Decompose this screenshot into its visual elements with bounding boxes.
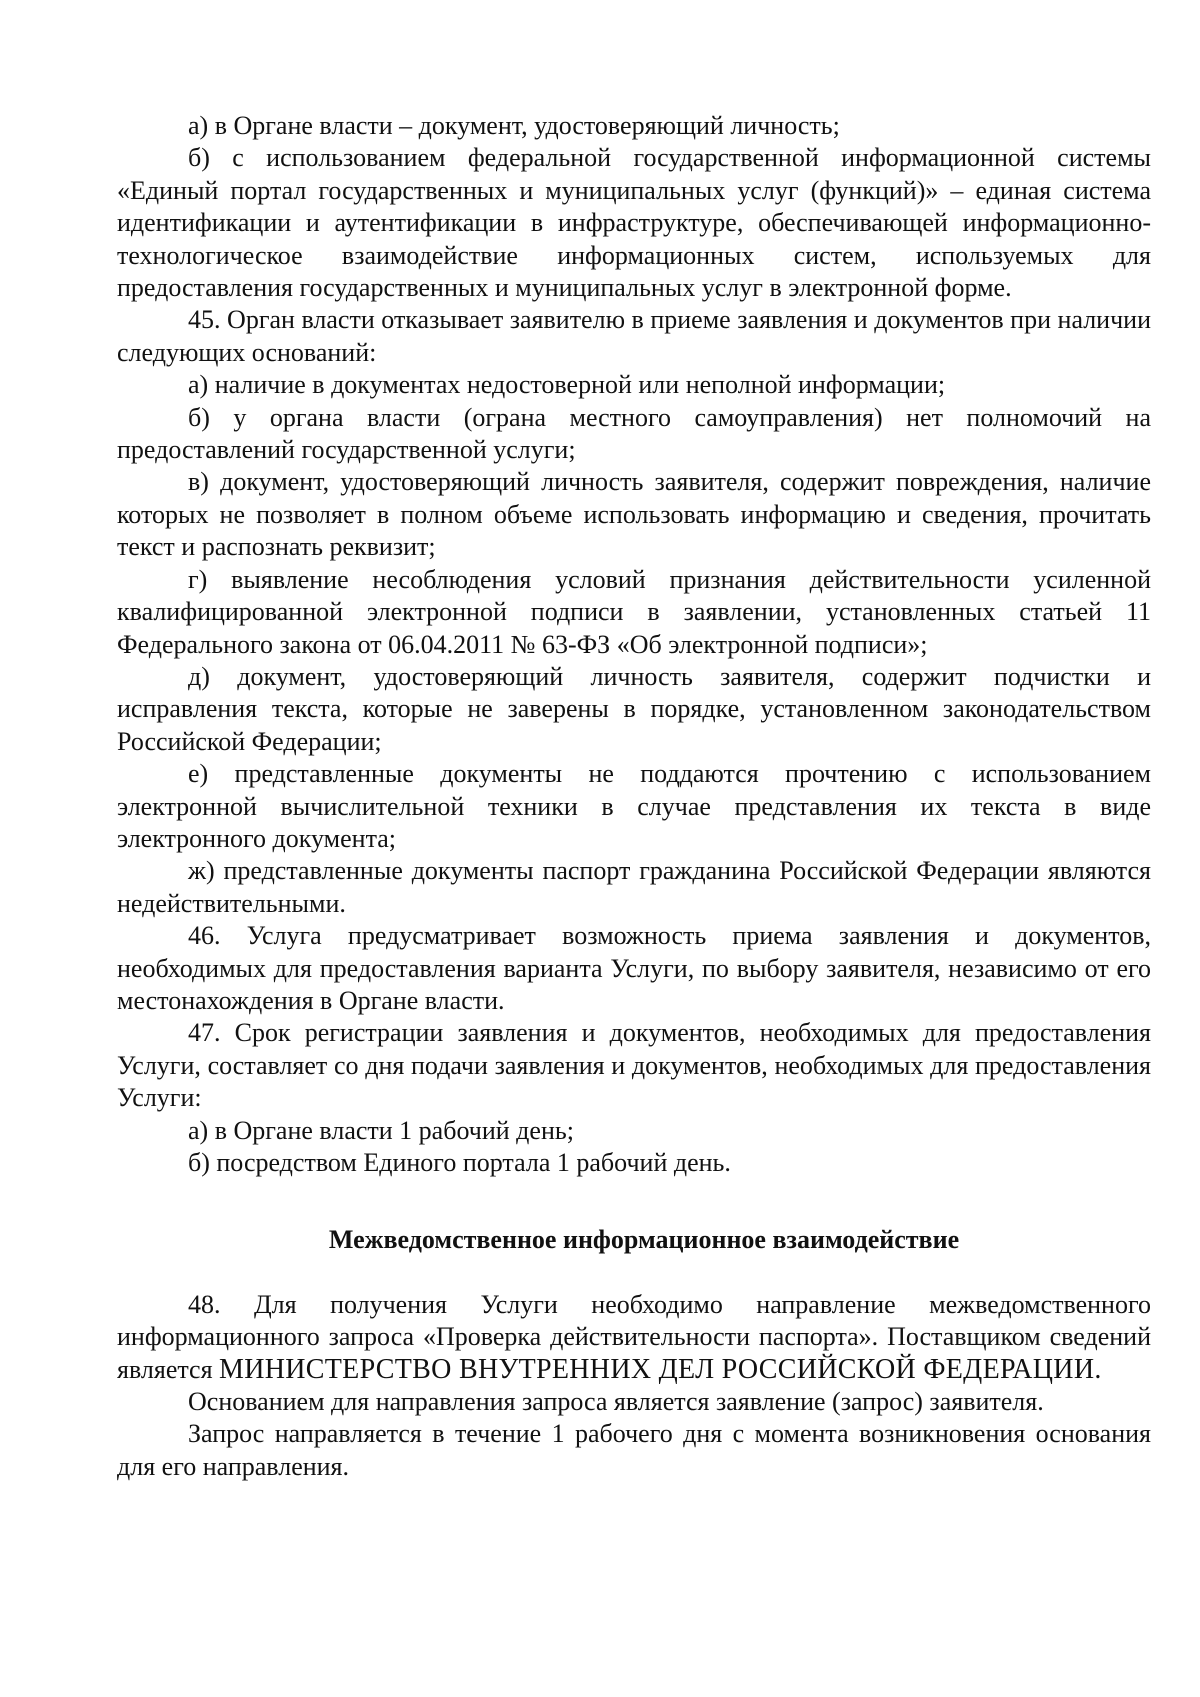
document-page [117, 110, 1151, 1483]
paragraph-45-e: е) представленные документы не поддаются прочтению с использованием электронной вычислительной техники в случае представления их текста в виде электронного документа; [117, 759, 1151, 853]
paragraph-48-text: 48. Для получения Услуги необходимо направление межведомственного информационного запроса «Проверка действительности паспорта». Поставщиком сведений является [117, 1289, 1151, 1384]
paragraph-45-zh: ж) представленные документы паспорт гражданина Российской Федерации являются недействительными. [117, 856, 1151, 918]
paragraph-47: 47. Срок регистрации заявления и документов, необходимых для предоставления Услуги, составляет со дня подачи заявления и документов, необходимых для предоставления Услуги: [117, 1018, 1151, 1113]
paragraph-47-b: б) посредством Единого портала 1 рабочий день. [188, 1148, 731, 1177]
paragraph-item-a-identity: а) в Органе власти – документ, удостоверяющий личность; [188, 111, 840, 140]
section-spacer [117, 1179, 1151, 1224]
heading-spacer [117, 1257, 1151, 1289]
ministry-name: МИНИСТЕРСТВО ВНУТРЕННИХ ДЕЛ РОССИЙСКОЙ ФЕДЕРАЦИИ. [219, 1353, 1102, 1385]
paragraph-item-b-portal: б) с использованием федеральной государственной информационной системы «Единый портал государственных и муниципальных услуг (функций)» – единая система идентификации и аутентификации в инфраструктуре, обеспечивающей информационно-технологическое взаимодействие информационных систем, используемых для предоставления государственных и муниципальных услуг в электронной форме. [117, 143, 1151, 303]
paragraph-45-a: а) наличие в документах недостоверной или неполной информации; [188, 370, 946, 400]
paragraph-45-b: б) у органа власти (ограна местного самоуправления) нет полномочий на предоставлений государственной услуги; [117, 402, 1151, 465]
paragraph-48 [117, 1289, 1151, 1386]
paragraph-45-g: г) выявление несоблюдения условий признания действительности усиленной квалифицированной электронной подписи в заявлении, установленных статьей 11 Федерального закона от 06.04.2011 № 63-ФЗ «Об электронной подписи»; [117, 564, 1151, 659]
paragraph-45-d: д) документ, удостоверяющий личность заявителя, содержит подчистки и исправления текста, которые не заверены в порядке, установленном законодательством Российской Федерации; [117, 661, 1151, 756]
paragraph-basis: Основанием для направления запроса является заявление (запрос) заявителя. [188, 1387, 1044, 1417]
paragraph-46: 46. Услуга предусматривает возможность приема заявления и документов, необходимых для предоставления варианта Услуги, по выбору заявителя, независимо от его местонахождения в Органе власти. [117, 921, 1151, 1015]
section-heading: Межведомственное информационное взаимодействие [328, 1225, 960, 1255]
paragraph-45: 45. Орган власти отказывает заявителю в приеме заявления и документов при наличии следующих оснований: [117, 305, 1151, 367]
paragraph-47-a: а) в Органе власти 1 рабочий день; [188, 1115, 574, 1145]
paragraph-request-term: Запрос направляется в течение 1 рабочего дня с момента возникновения основания для его направления. [117, 1419, 1151, 1481]
paragraph-45-v: в) документ, удостоверяющий личность заявителя, содержит повреждения, наличие которых не позволяет в полном объеме использовать информацию и сведения, прочитать текст и распознать реквизит; [117, 467, 1151, 562]
